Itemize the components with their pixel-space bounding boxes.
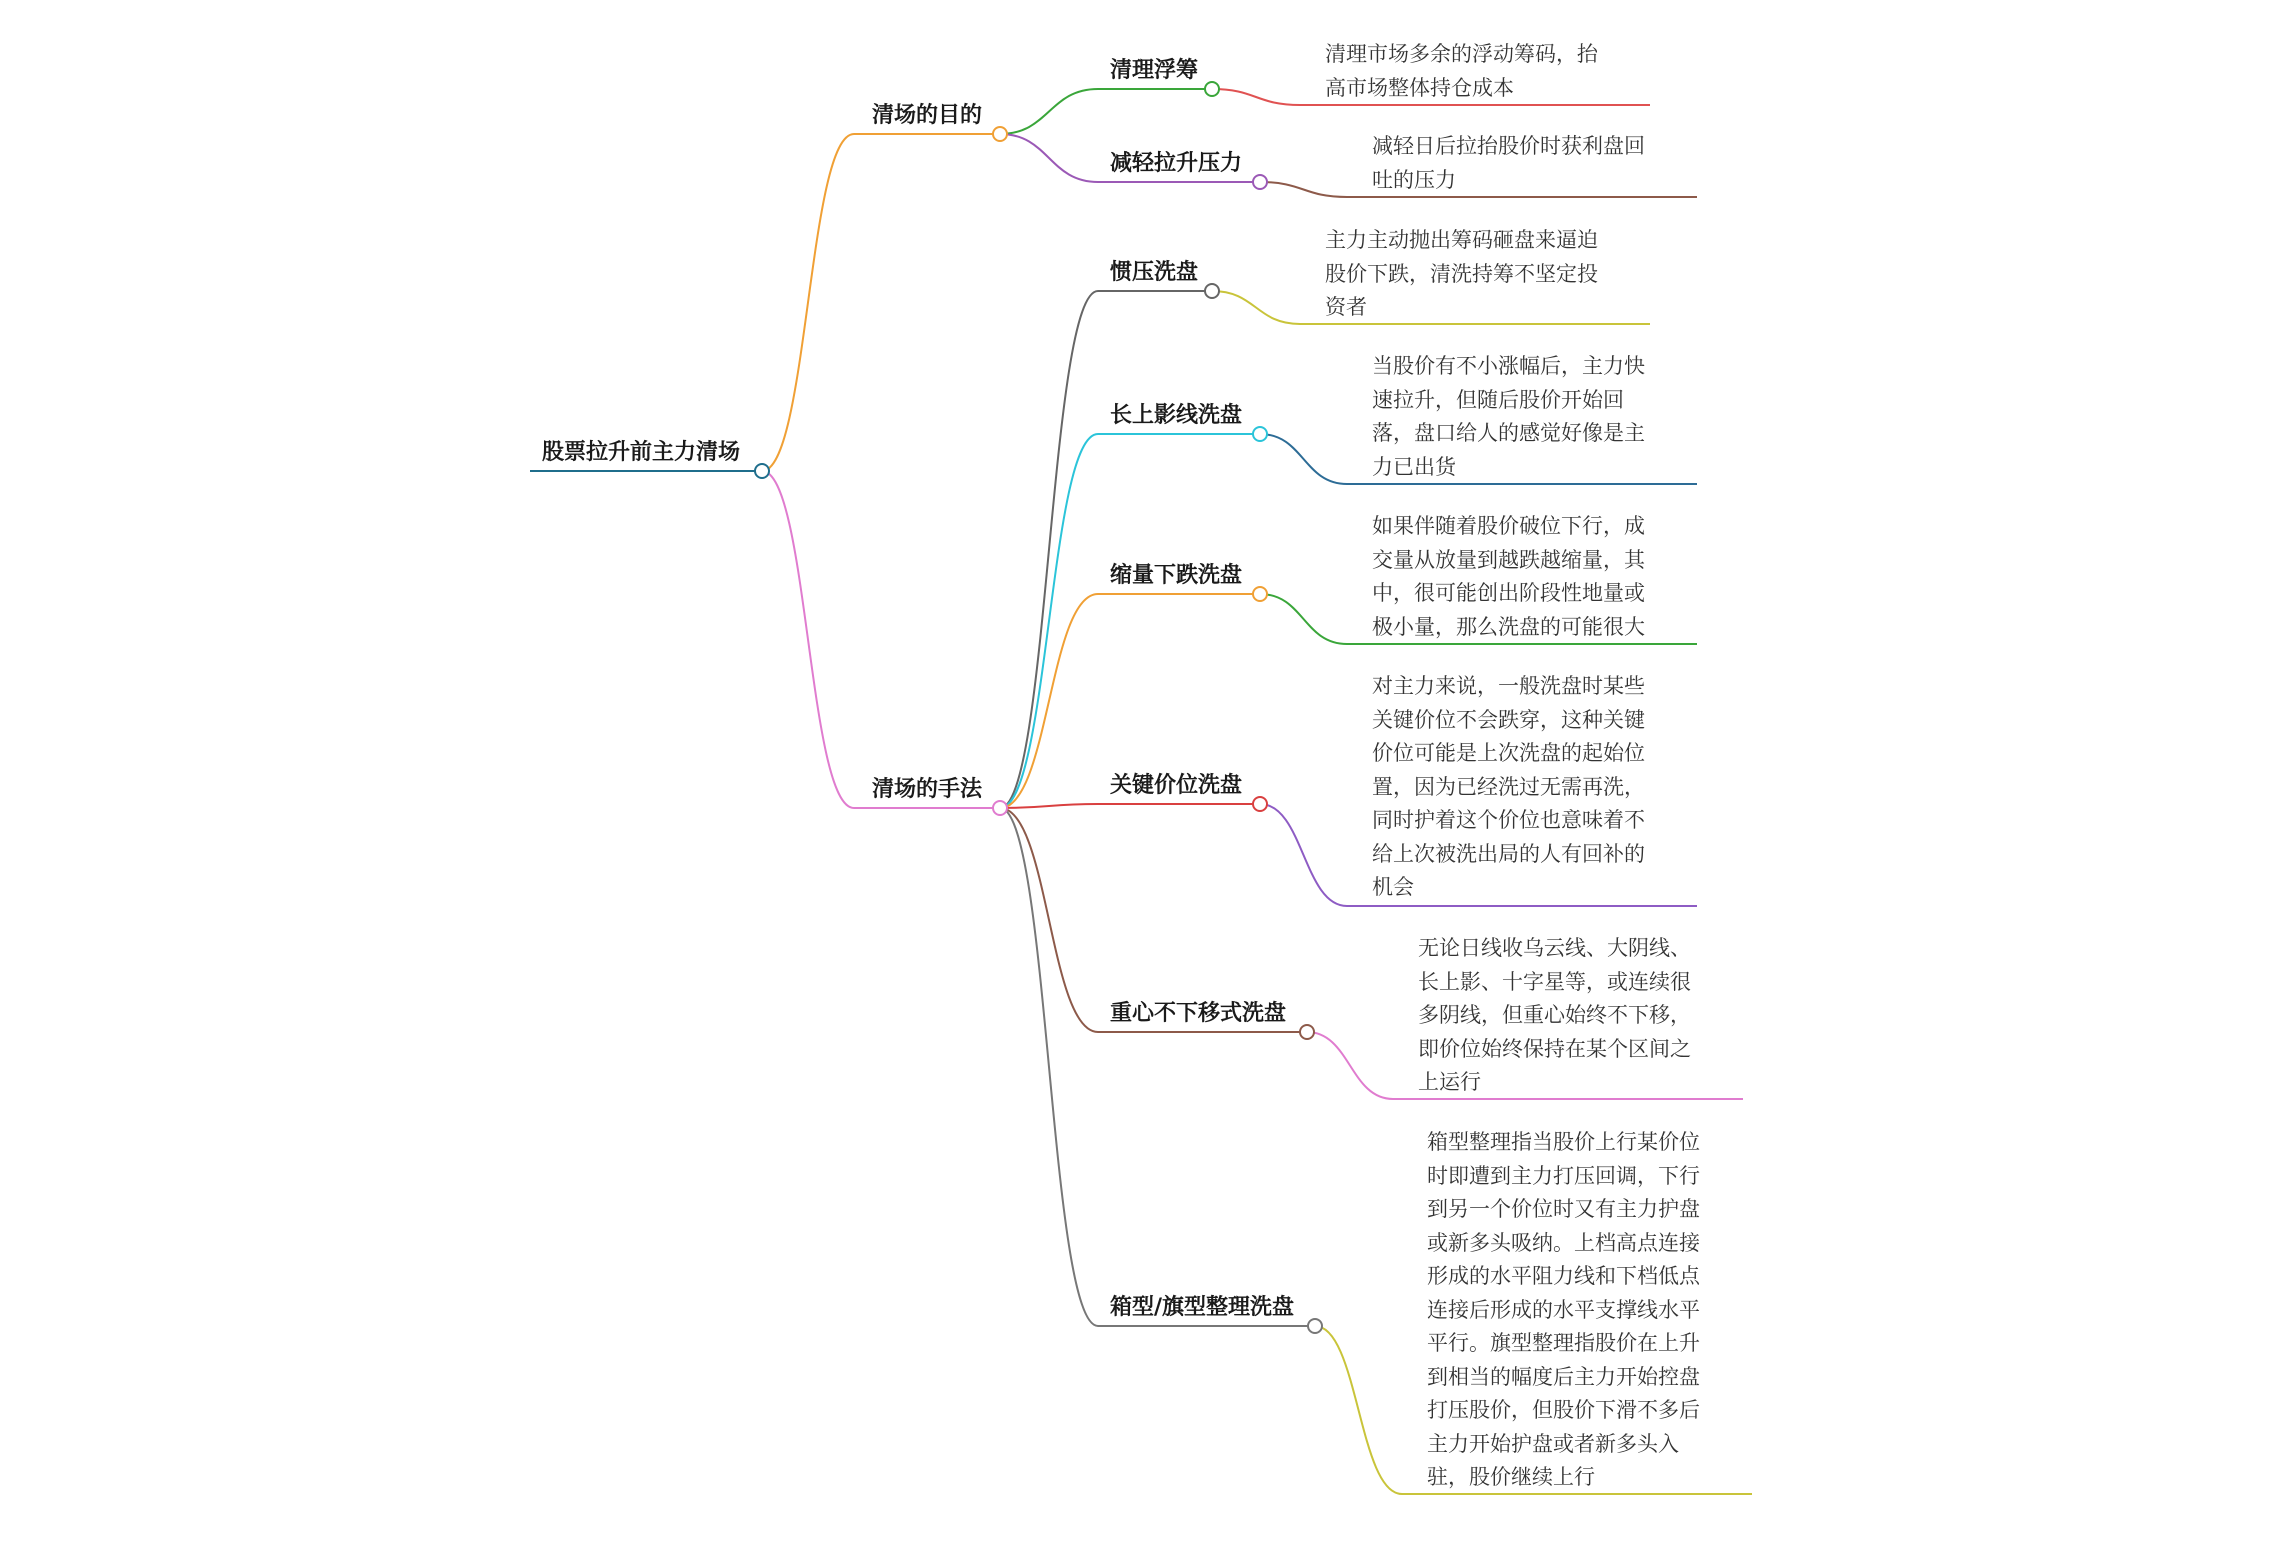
root-node-label: 股票拉升前主力清场	[542, 440, 741, 465]
child-collapse-toggle[interactable]	[1300, 1025, 1314, 1039]
child-to-description-link	[1315, 1326, 1402, 1494]
description-line: 给上次被洗出局的人有回补的	[1372, 841, 1645, 866]
child-to-description-link	[1212, 291, 1300, 324]
description-line: 资者	[1325, 295, 1367, 319]
description-line: 落，盘口给人的感觉好像是主	[1372, 421, 1645, 445]
child-to-description-link	[1307, 1032, 1393, 1099]
child-node-label: 箱型/旗型整理洗盘	[1110, 1295, 1295, 1320]
description-line: 同时护着这个价位也意味着不	[1372, 808, 1645, 832]
description-line: 对主力来说，一般洗盘时某些	[1372, 674, 1645, 698]
child-collapse-toggle[interactable]	[1205, 284, 1219, 298]
child-to-description-link	[1260, 804, 1347, 906]
branch-to-child-link	[1000, 89, 1098, 134]
branch-collapse-toggle[interactable]	[993, 127, 1007, 141]
child-to-description-link	[1212, 89, 1300, 105]
child-collapse-toggle[interactable]	[1205, 82, 1219, 96]
child-collapse-toggle[interactable]	[1308, 1319, 1322, 1333]
description-line: 时即遭到主力打压回调，下行	[1427, 1163, 1700, 1188]
description-line: 清理市场多余的浮动筹码，抬	[1325, 42, 1598, 66]
root-to-branch-link	[762, 471, 854, 808]
child-collapse-toggle[interactable]	[1253, 427, 1267, 441]
branch-to-child-link	[1000, 291, 1098, 808]
child-description	[1372, 130, 1645, 197]
description-line: 速拉升，但随后股价开始回	[1372, 387, 1624, 412]
description-line: 即价位始终保持在某个区间之	[1418, 1036, 1691, 1061]
description-line: 连接后形成的水平支撑线水平	[1427, 1297, 1700, 1322]
description-line: 长上影、十字星等，或连续很	[1418, 969, 1691, 994]
description-line: 主力开始护盘或者新多头入	[1427, 1431, 1679, 1456]
description-line: 高市场整体持仓成本	[1325, 75, 1514, 100]
description-line: 无论日线收乌云线、大阴线、	[1418, 936, 1691, 960]
description-line: 形成的水平阻力线和下档低点	[1427, 1264, 1700, 1288]
description-line: 中，很可能创出阶段性地量或	[1372, 581, 1645, 605]
branch-node-label: 清场的手法	[872, 777, 983, 802]
branch-node-label: 清场的目的	[872, 103, 983, 128]
child-to-description-link	[1260, 594, 1347, 644]
description-line: 吐的压力	[1372, 167, 1456, 192]
description-line: 如果伴随着股价破位下行，成	[1372, 514, 1645, 538]
description-line: 或新多头吸纳。上档高点连接	[1427, 1230, 1700, 1255]
description-line: 减轻日后拉抬股价时获利盘回	[1372, 134, 1645, 158]
branch-to-child-link	[1000, 434, 1098, 808]
child-node-label: 长上影线洗盘	[1110, 403, 1243, 428]
child-node-label: 清理浮筹	[1110, 58, 1199, 83]
description-line: 平行。旗型整理指股价在上升	[1427, 1331, 1700, 1355]
branch-to-child-link	[1000, 808, 1098, 1326]
description-line: 打压股价，但股价下滑不多后	[1427, 1398, 1700, 1422]
child-node-label: 惯压洗盘	[1110, 260, 1199, 285]
child-node-label: 关键价位洗盘	[1110, 773, 1243, 798]
child-node-label: 重心不下移式洗盘	[1110, 1001, 1287, 1026]
child-collapse-toggle[interactable]	[1253, 797, 1267, 811]
description-line: 股价下跌，清洗持筹不坚定投	[1325, 261, 1598, 286]
description-line: 到相当的幅度后主力开始控盘	[1427, 1364, 1700, 1389]
description-line: 机会	[1372, 875, 1414, 899]
child-to-description-link	[1260, 182, 1347, 197]
child-node-label: 减轻拉升压力	[1110, 151, 1243, 176]
child-description	[1372, 670, 1645, 905]
description-line: 上运行	[1418, 1070, 1481, 1094]
description-line: 当股价有不小涨幅后，主力快	[1372, 354, 1645, 378]
child-description	[1427, 1126, 1700, 1495]
child-description	[1325, 38, 1598, 105]
child-collapse-toggle[interactable]	[1253, 175, 1267, 189]
branch-to-child-link	[1000, 134, 1098, 182]
description-line: 力已出货	[1372, 454, 1456, 479]
root-to-branch-link	[762, 134, 854, 471]
branch-collapse-toggle[interactable]	[993, 801, 1007, 815]
child-to-description-link	[1260, 434, 1347, 484]
child-description	[1325, 224, 1598, 325]
child-node-label: 缩量下跌洗盘	[1110, 563, 1243, 588]
description-line: 驻，股价继续上行	[1427, 1465, 1595, 1489]
description-line: 关键价位不会跌穿，这种关键	[1372, 707, 1645, 732]
description-line: 价位可能是上次洗盘的起始位	[1372, 741, 1645, 765]
child-description	[1372, 350, 1645, 484]
description-line: 置，因为已经洗过无需再洗，	[1372, 774, 1645, 799]
child-description	[1418, 932, 1691, 1100]
description-line: 到另一个价位时又有主力护盘	[1427, 1197, 1700, 1221]
description-line: 主力主动抛出筹码砸盘来逼迫	[1325, 228, 1598, 252]
branch-to-child-link	[1000, 808, 1098, 1032]
description-line: 多阴线，但重心始终不下移，	[1418, 1003, 1691, 1027]
branch-to-child-link	[1000, 804, 1098, 808]
description-line: 箱型整理指当股价上行某价位	[1427, 1130, 1700, 1154]
root-collapse-toggle[interactable]	[755, 464, 769, 478]
child-collapse-toggle[interactable]	[1253, 587, 1267, 601]
description-line: 交量从放量到越跌越缩量，其	[1372, 547, 1645, 572]
description-line: 极小量，那么洗盘的可能很大	[1372, 614, 1645, 639]
child-description	[1372, 510, 1645, 644]
